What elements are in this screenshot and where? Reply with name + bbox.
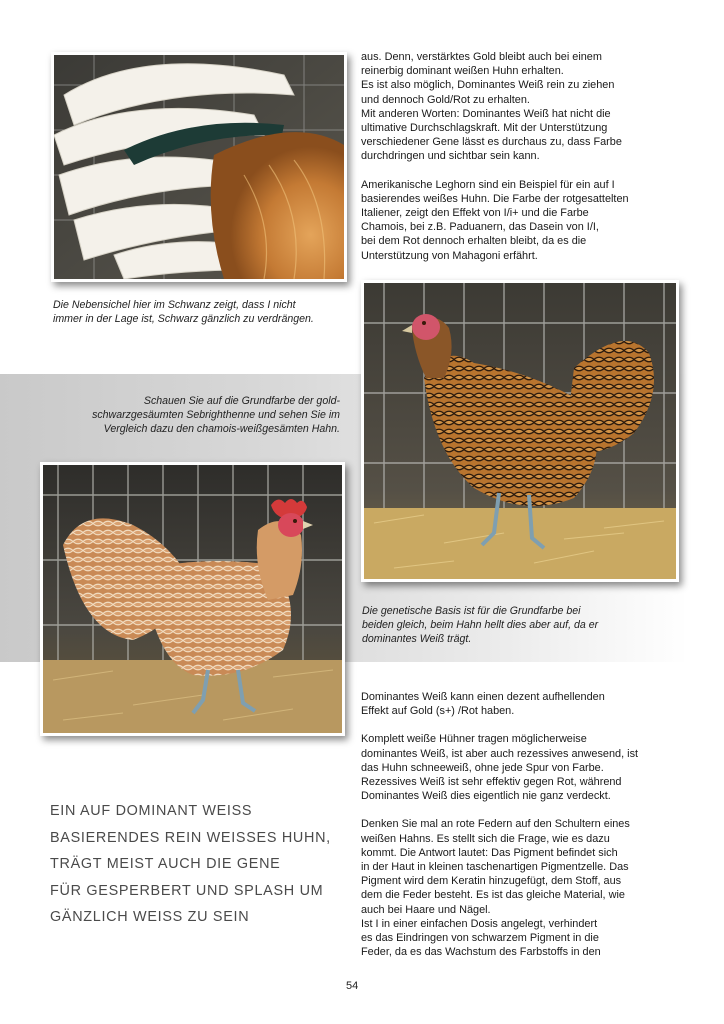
photo-gold-hen bbox=[361, 280, 679, 582]
pull-quote bbox=[50, 798, 350, 931]
text-column-top bbox=[361, 50, 691, 277]
paragraph: Denken Sie mal an rote Federn auf den Schultern eines weißen Hahns. Es stellt sich die Frage, wie es dazu kommt. Die Antwort lautet: Das Pigment befindet sich in der Haut in kleinen taschenartigen Pigmentzelle. Das Pigment wird dem Keratin hinzugefügt, dem Stoff, aus dem die Feder besteht. Es ist das gleiche Material, wie auch bei Haare und Nägel. Ist I in einer einfachen Dosis angelegt, verhindert es das Eindringen von schwarzem Pigment in die Feder, da es das Wachstum des Farbstoffs in den bbox=[361, 818, 630, 959]
pull-quote-line: BASIERENDES REIN WEISSES HUHN, bbox=[50, 829, 331, 846]
photo-tail-feathers bbox=[51, 52, 347, 282]
pull-quote-line: FÜR GESPERBERT UND SPLASH UM bbox=[50, 882, 324, 899]
caption-gold-hen: Die genetische Basis ist für die Grundfarbe bei beiden gleich, beim Hahn hellt dies aber auf, da er dominantes Weiß trägt. bbox=[362, 605, 599, 645]
pull-quote-line: EIN AUF DOMINANT WEISS bbox=[50, 803, 253, 819]
page-number: 54 bbox=[346, 980, 359, 992]
caption-band: Schauen Sie auf die Grundfarbe der gold- schwarzgesäumten Sebrighthenne und sehen Sie im Vergleich dazu den chamois-weißgesämten Hahn. bbox=[92, 395, 340, 435]
pull-quote-line: TRÄGT MEIST AUCH DIE GENE bbox=[50, 856, 281, 872]
paragraph: aus. Denn, verstärktes Gold bleibt auch bei einem reinerbig dominant weißen Huhn erhalten. Es ist also möglich, Dominantes Weiß rein zu ziehen und dennoch Gold/Rot zu erhalten. Mit anderen Worten: Dominantes Weiß hat nicht die ultimative Durchschlagskraft. Mit der Unterstützung verschiedener Gene lässt es durchaus zu, dass Farbe durchdringen und sichtbar sein kann. bbox=[361, 51, 622, 163]
paragraph: Dominantes Weiß kann einen dezent aufhellenden Effekt auf Gold (s+) /Rot haben. bbox=[361, 691, 605, 718]
photo-chamois-cock bbox=[40, 462, 345, 736]
paragraph: Komplett weiße Hühner tragen möglicherweise dominantes Weiß, ist aber auch rezessives anwesend, ist das Huhn schneeweiß, ohne jede Spur von Farbe. Rezessives Weiß ist sehr effektiv gegen Rot, während Dominantes Weiß dies eigentlich nie ganz verdeckt. bbox=[361, 733, 639, 803]
text-column-bottom bbox=[361, 690, 691, 973]
pull-quote-line: GÄNZLICH WEISS ZU SEIN bbox=[50, 909, 250, 925]
caption-tail-feathers: Die Nebensichel hier im Schwanz zeigt, dass I nicht immer in der Lage ist, Schwarz gänzlich zu verdrängen. bbox=[53, 299, 314, 325]
paragraph: Amerikanische Leghorn sind ein Beispiel für ein auf I basierendes weißes Huhn. Die Farbe der rotgesattelten Italiener, zeigt den Effekt von I/i+ und die Farbe Chamois, bei z.B. Paduanern, das Dasein von I/I, bei dem Rot dennoch erhalten bleibt, da es die Unterstützung von Mahagoni erfährt. bbox=[361, 178, 629, 262]
